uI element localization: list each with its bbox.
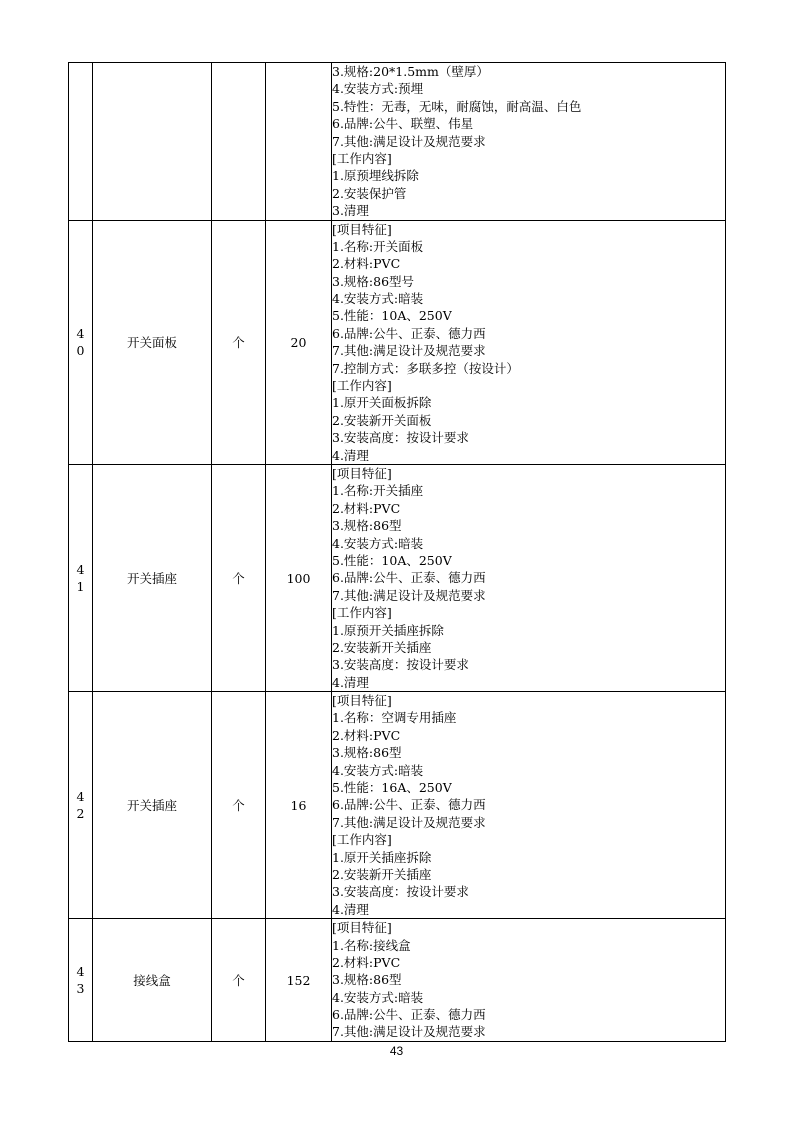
- description-line: 3.规格:86型: [332, 972, 402, 988]
- table-row: [69, 919, 726, 1042]
- item-quantity: 152: [266, 919, 332, 1042]
- item-number: 4 3: [76, 964, 85, 996]
- description-line: 1.名称:接线盒: [332, 937, 411, 953]
- item-quantity: 16: [266, 692, 332, 919]
- description-line: 4.安装方式:暗装: [332, 989, 424, 1005]
- description-line: 7.控制方式：多联多控（按设计）: [332, 360, 519, 376]
- item-name: 开关插座: [93, 464, 212, 691]
- item-number-cell: [69, 63, 93, 221]
- description-line: 5.特性：无毒，无味，耐腐蚀，耐高温、白色: [332, 98, 582, 114]
- item-unit: 个: [212, 464, 266, 691]
- description-line: 3.安装高度：按设计要求: [332, 430, 469, 446]
- description-line: 2.安装保护管: [332, 185, 407, 201]
- item-number-cell: [69, 220, 93, 464]
- description-line: 3.安装高度：按设计要求: [332, 884, 469, 900]
- description-line: 3.规格:20*1.5mm（壁厚）: [332, 64, 489, 79]
- description-line: 2.安装新开关插座: [332, 639, 432, 655]
- item-description: [332, 919, 726, 1042]
- description-line: 4.清理: [332, 901, 369, 917]
- description-line: 2.材料:PVC: [332, 256, 401, 272]
- description-line: 2.材料:PVC: [332, 500, 401, 516]
- description-line: 7.其他:满足设计及规范要求: [332, 814, 486, 830]
- description-line: [项目特征]: [332, 221, 392, 237]
- item-name: [93, 63, 212, 221]
- description-line: 3.清理: [332, 203, 369, 219]
- description-line: [工作内容]: [332, 605, 392, 621]
- page-number: 43: [389, 1044, 404, 1058]
- description-line: 1.原开关面板拆除: [332, 395, 432, 411]
- item-description: [332, 220, 726, 464]
- description-line: 6.品牌:公牛、正泰、德力西: [332, 797, 486, 813]
- item-number: 4 2: [76, 789, 85, 822]
- description-line: 3.规格:86型: [332, 518, 402, 534]
- description-line: 3.规格:86型号: [332, 273, 415, 289]
- item-description: [332, 464, 726, 691]
- description-line: 2.材料:PVC: [332, 727, 401, 743]
- item-quantity: [266, 63, 332, 221]
- description-line: 1.名称:开关插座: [332, 483, 424, 499]
- description-line: 6.品牌:公牛、正泰、德力西: [332, 570, 486, 586]
- description-line: 2.安装新开关面板: [332, 412, 432, 428]
- description-line: 1.名称:开关面板: [332, 238, 424, 254]
- description-line: 1.原预开关插座拆除: [332, 622, 444, 638]
- item-name: 开关面板: [93, 220, 212, 464]
- description-line: 7.其他:满足设计及规范要求: [332, 133, 486, 149]
- item-quantity: 100: [266, 464, 332, 691]
- item-name: 开关插座: [93, 692, 212, 919]
- description-line: [项目特征]: [332, 465, 392, 481]
- item-unit: 个: [212, 692, 266, 919]
- description-line: 1.原预埋线拆除: [332, 168, 419, 184]
- item-unit: [212, 63, 266, 221]
- description-line: 2.安装新开关插座: [332, 866, 432, 882]
- table-row: [69, 220, 726, 464]
- item-number: 4 0: [76, 326, 85, 359]
- item-description: [332, 63, 726, 221]
- description-line: 6.品牌:公牛、联塑、伟星: [332, 116, 474, 132]
- description-line: 4.安装方式:暗装: [332, 762, 424, 778]
- item-description: [332, 692, 726, 919]
- item-number-cell: [69, 919, 93, 1042]
- description-line: 7.其他:满足设计及规范要求: [332, 1024, 486, 1040]
- description-line: 2.材料:PVC: [332, 954, 401, 970]
- item-number-cell: [69, 692, 93, 919]
- bill-of-quantities-table: [68, 62, 726, 1042]
- description-line: 7.其他:满足设计及规范要求: [332, 343, 486, 359]
- description-line: 3.安装高度：按设计要求: [332, 657, 469, 673]
- table-row: [69, 63, 726, 221]
- description-line: [项目特征]: [332, 920, 392, 936]
- item-number: 4 1: [76, 562, 85, 595]
- item-name: 接线盒: [93, 919, 212, 1042]
- description-line: 5.性能：16A、250V: [332, 780, 452, 796]
- description-line: 5.性能：10A、250V: [332, 552, 452, 568]
- description-line: [工作内容]: [332, 378, 392, 394]
- description-line: [工作内容]: [332, 832, 392, 848]
- table-body: [69, 63, 726, 1042]
- description-line: 6.品牌:公牛、正泰、德力西: [332, 1007, 486, 1023]
- description-line: 3.规格:86型: [332, 745, 402, 761]
- table-row: [69, 464, 726, 691]
- description-line: 1.原开关插座拆除: [332, 849, 432, 865]
- description-line: 6.品牌:公牛、正泰、德力西: [332, 325, 486, 341]
- item-unit: 个: [212, 220, 266, 464]
- description-line: 4.安装方式:暗装: [332, 291, 424, 307]
- item-quantity: 20: [266, 220, 332, 464]
- description-line: 4.清理: [332, 447, 369, 463]
- item-unit: 个: [212, 919, 266, 1042]
- description-line: 4.安装方式:预埋: [332, 81, 424, 97]
- description-line: 4.清理: [332, 674, 369, 690]
- description-line: 5.性能：10A、250V: [332, 308, 452, 324]
- table-row: [69, 692, 726, 919]
- description-line: 7.其他:满足设计及规范要求: [332, 587, 486, 603]
- description-line: 4.安装方式:暗装: [332, 535, 424, 551]
- item-number-cell: [69, 464, 93, 691]
- description-line: 1.名称：空调专用插座: [332, 710, 457, 726]
- description-line: [项目特征]: [332, 693, 392, 709]
- description-line: [工作内容]: [332, 150, 392, 166]
